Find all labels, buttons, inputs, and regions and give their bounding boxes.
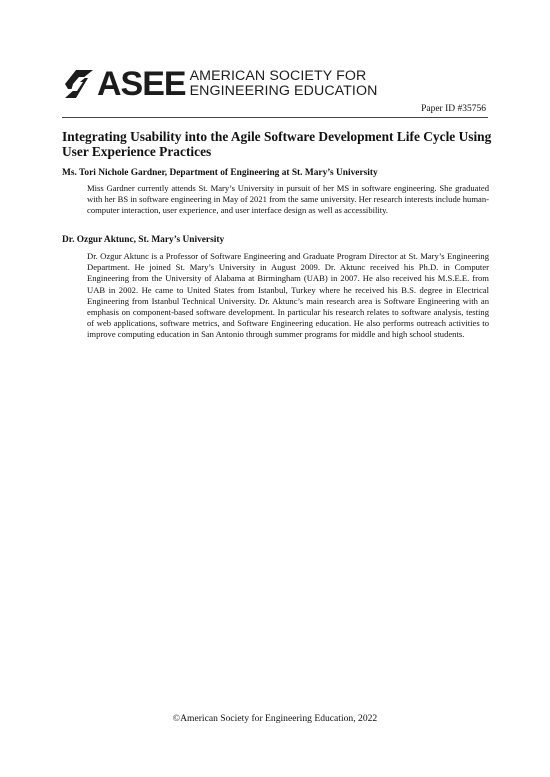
logo-line-1: AMERICAN SOCIETY FOR: [189, 68, 367, 84]
asee-emblem-icon: [62, 67, 96, 101]
header-divider: [62, 117, 488, 118]
copyright-footer: ©American Society for Engineering Education, 2022: [172, 713, 378, 724]
logo-wordmark: ASEE: [97, 65, 186, 103]
paper-title: Integrating Usability into the Agile Software Development Life Cycle Using User Experience Practices: [62, 129, 492, 159]
author-1-name: Ms. Tori Nichole Gardner, Department of Engineering at St. Mary’s University: [62, 168, 378, 178]
paper-id: Paper ID #35756: [421, 104, 486, 114]
asee-logo: [62, 65, 377, 103]
author-2-bio: Dr. Ozgur Aktunc is a Professor of Software Engineering and Graduate Program Director at St. Mary’s Engineering Department. He joined St. Mary’s University in August 2009. Dr. Aktunc received his Ph.D. in Computer Engineering from the University of Alabama at Birmingham (UAB) in 2007. He also received his M.S.E.E. from UAB in 2002. He came to United States from Istanbul, Turkey where he received his B.S. degree in Electrical Engineering from Istanbul Technical University. Dr. Aktunc’s main research area is Software Engineering with an emphasis on component-based software development. In particular his research relates to software analysis, testing of web applications, software metrics, and Software Engineering education. He also performs outreach activities to improve computing education in San Antonio through summer programs for middle and high school students.: [87, 251, 489, 340]
author-1-bio: Miss Gardner currently attends St. Mary’s University in pursuit of her MS in software engineering. She graduated with her BS in software engineering in May of 2021 from the same university. Her research interests include human-computer interaction, user experience, and user interface design as well as accessibility.: [87, 183, 489, 216]
logo-organization-name: [190, 69, 378, 99]
author-2-name: Dr. Ozgur Aktunc, St. Mary’s University: [62, 235, 225, 245]
logo-line-2: ENGINEERING EDUCATION: [189, 83, 378, 99]
